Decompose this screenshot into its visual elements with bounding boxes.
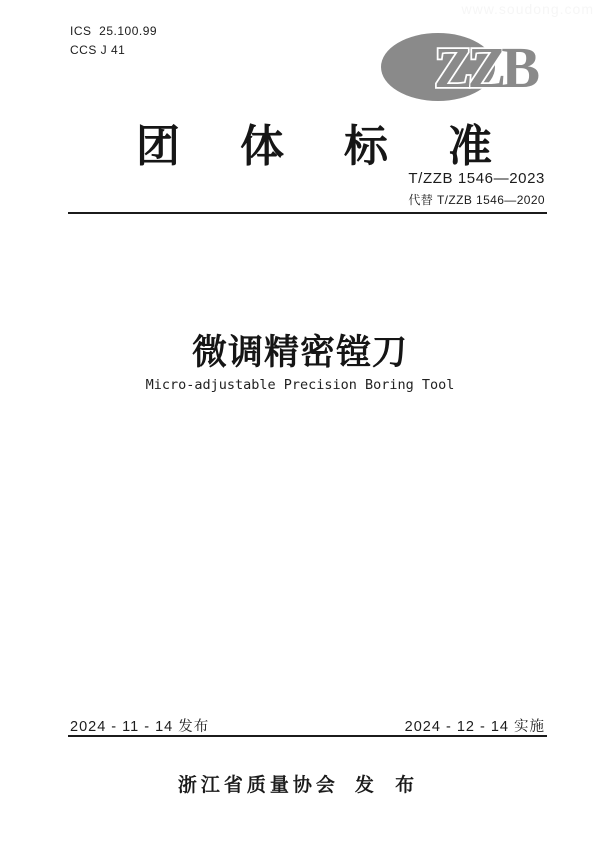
- implementation-date-group: [405, 715, 545, 736]
- issue-date: 2024 - 11 - 14: [70, 719, 179, 735]
- document-type-title: 团体标准: [136, 122, 552, 171]
- publisher-line: [0, 770, 600, 797]
- ics-code: ICS 25.100.99: [70, 24, 158, 38]
- header-rule: [68, 212, 547, 214]
- logo-text: ZZB: [434, 35, 536, 100]
- standard-number: T/ZZB 1546—2023: [408, 170, 545, 187]
- document-title-cn: 微调精密镗刀: [191, 333, 408, 372]
- document-title-en: Micro-adjustable Precision Boring Tool: [145, 377, 455, 393]
- implementation-label: 实施: [514, 719, 545, 735]
- date-row: [70, 715, 545, 736]
- zzb-logo-icon: [370, 25, 555, 110]
- watermark-text: www.soudong.com: [461, 1, 594, 17]
- issue-date-group: [70, 715, 209, 736]
- ccs-code: CCS J 41: [70, 43, 126, 57]
- issue-label: 发布: [178, 719, 210, 735]
- publisher-name: 浙江省质量协会: [177, 775, 339, 796]
- classification-codes: [70, 22, 157, 60]
- publish-label: 发 布: [354, 775, 423, 796]
- replaces-note: 代替 T/ZZB 1546—2020: [408, 193, 545, 207]
- standard-number-block: [408, 170, 545, 208]
- implementation-date: 2024 - 12 - 14: [404, 719, 514, 735]
- footer-rule: [68, 735, 547, 737]
